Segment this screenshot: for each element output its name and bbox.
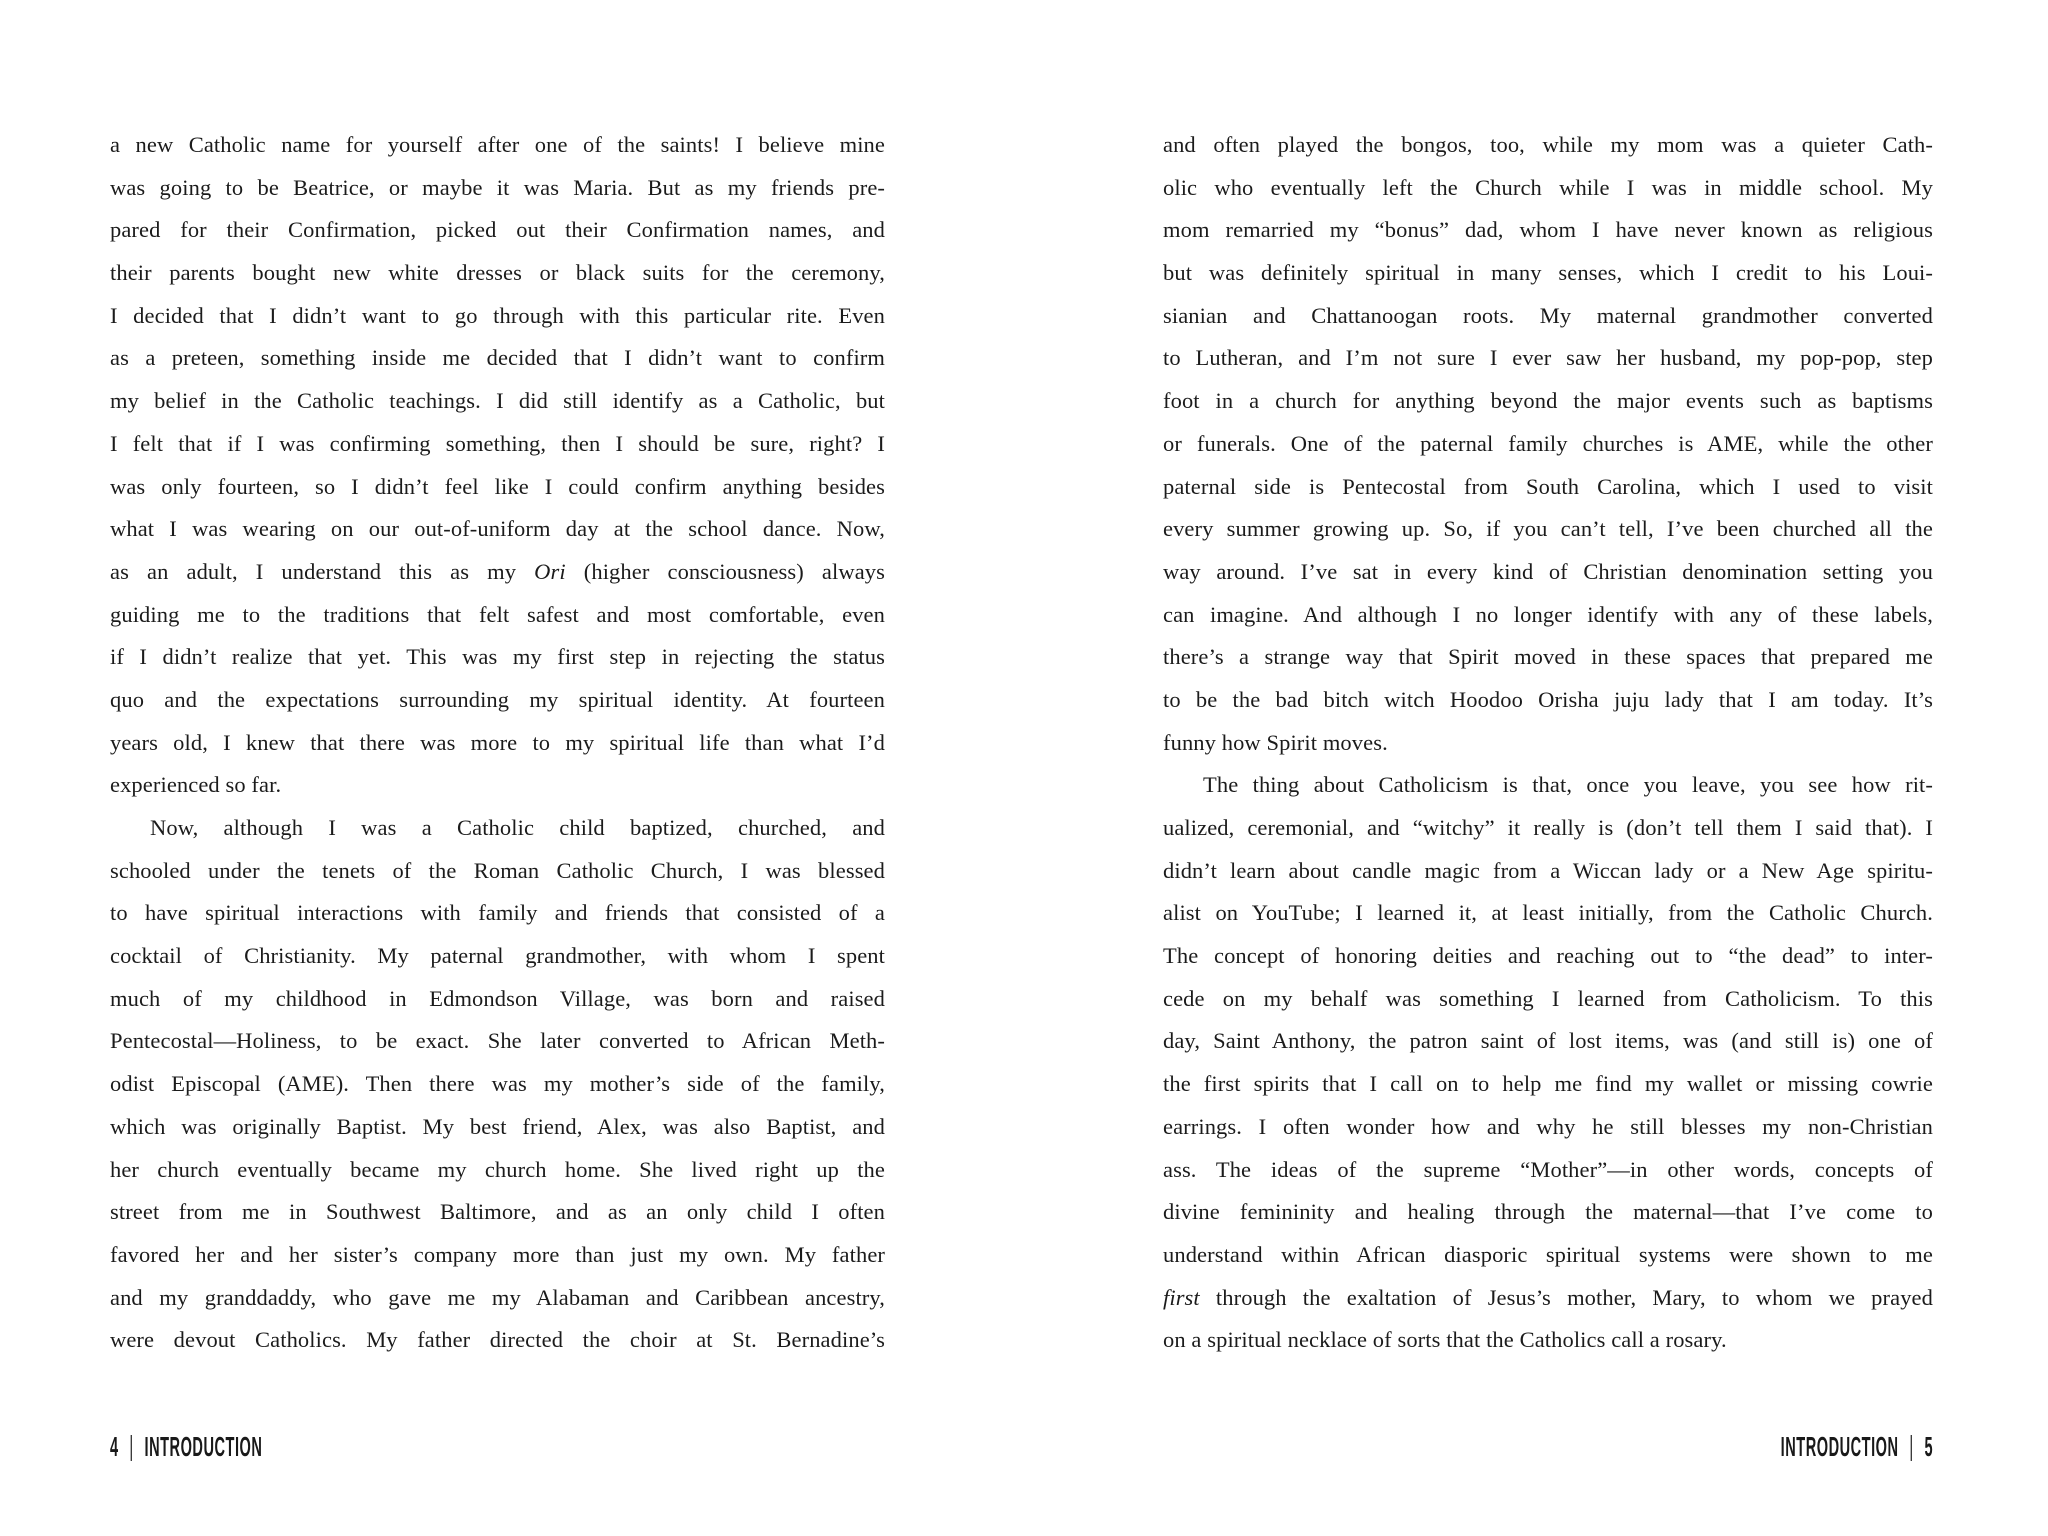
page-right-text: [1163, 124, 1933, 1362]
text-line: to Lutheran, and I’m not sure I ever saw her husband, my pop-pop, step: [1163, 345, 1933, 371]
text-line: mom remarried my “bonus” dad, whom I have never known as religious: [1163, 217, 1933, 243]
section-label: INTRODUCTION: [1780, 1431, 1899, 1462]
text-line: odist Episcopal (AME). Then there was my mother’s side of the family,: [110, 1071, 885, 1097]
footer-separator: |: [1909, 1430, 1914, 1461]
text-line: divine femininity and healing through the maternal—that I’ve come to: [1163, 1199, 1933, 1225]
text-line: I felt that if I was confirming something, then I should be sure, right? I: [110, 430, 885, 456]
text-line: to be the bad bitch witch Hoodoo Orisha juju lady that I am today. It’s: [1163, 686, 1933, 712]
text-line: a new Catholic name for yourself after one of the saints! I believe mine: [110, 132, 885, 157]
text-line: if I didn’t realize that yet. This was my first step in rejecting the status: [110, 644, 885, 670]
text-line: the first spirits that I call on to help me find my wallet or missing cowrie: [1163, 1071, 1933, 1097]
text-line: first through the exaltation of Jesus’s mother, Mary, to whom we prayed: [1163, 1284, 1933, 1310]
text-line: on a spiritual necklace of sorts that the Catholics call a rosary.: [1163, 1327, 1727, 1353]
text-line: was only fourteen, so I didn’t feel like I could confirm anything besides: [110, 473, 885, 499]
text-line: pared for their Confirmation, picked out their Confirmation names, and: [110, 217, 885, 243]
text-line: and my granddaddy, who gave me my Alabaman and Caribbean ancestry,: [110, 1284, 885, 1310]
text-line: The thing about Catholicism is that, once you leave, you see how rit-: [1203, 772, 1933, 798]
text-line: as a preteen, something inside me decided that I didn’t want to confirm: [110, 345, 885, 371]
page-left-text: [110, 124, 885, 1362]
text-line: and often played the bongos, too, while my mom was a quieter Cath-: [1163, 132, 1933, 157]
text-line: were devout Catholics. My father directed the choir at St. Bernadine’s: [110, 1327, 885, 1353]
text-line: there’s a strange way that Spirit moved in these spaces that prepared me: [1163, 644, 1933, 670]
text-line: The concept of honoring deities and reaching out to “the dead” to inter-: [1163, 943, 1933, 969]
text-line: ualized, ceremonial, and “witchy” it really is (don’t tell them I said that). I: [1163, 815, 1933, 840]
text-line: experienced so far.: [110, 772, 282, 798]
text-line: cede on my behalf was something I learned from Catholicism. To this: [1163, 985, 1933, 1011]
text-line: street from me in Southwest Baltimore, and as an only child I often: [110, 1199, 885, 1225]
text-line: funny how Spirit moves.: [1163, 729, 1388, 755]
text-line: to have spiritual interactions with family and friends that consisted of a: [110, 900, 885, 926]
text-line: guiding me to the traditions that felt safest and most comfortable, even: [110, 601, 885, 627]
page-left-footer: [110, 1432, 403, 1462]
text-line: can imagine. And although I no longer identify with any of these labels,: [1163, 601, 1933, 627]
text-line: my belief in the Catholic teachings. I did still identify as a Catholic, but: [110, 388, 885, 414]
page-number: 5: [1924, 1431, 1933, 1462]
text-line: Now, although I was a Catholic child baptized, churched, and: [150, 815, 885, 840]
text-line: day, Saint Anthony, the patron saint of lost items, was (and still is) one of: [1163, 1028, 1933, 1054]
text-line: her church eventually became my church home. She lived right up the: [110, 1156, 885, 1182]
text-line: their parents bought new white dresses or black suits for the ceremony,: [110, 260, 885, 286]
text-line: as an adult, I understand this as my Ori (higher consciousness) always: [110, 558, 885, 584]
text-line: way around. I’ve sat in every kind of Christian denomination setting you: [1163, 558, 1933, 584]
text-line: foot in a church for anything beyond the major events such as baptisms: [1163, 388, 1933, 414]
footer-inner: [1781, 1432, 1933, 1462]
text-line: earrings. I often wonder how and why he still blesses my non-Christian: [1163, 1113, 1933, 1139]
text-line: I decided that I didn’t want to go through with this particular rite. Even: [110, 302, 885, 328]
footer-inner: [110, 1432, 262, 1462]
page-number: 4: [110, 1431, 119, 1462]
text-line: alist on YouTube; I learned it, at least initially, from the Catholic Church.: [1163, 900, 1933, 926]
text-line: didn’t learn about candle magic from a Wiccan lady or a New Age spiritu-: [1163, 857, 1933, 883]
text-line: which was originally Baptist. My best friend, Alex, was also Baptist, and: [110, 1113, 885, 1139]
text-line: what I was wearing on our out-of-uniform day at the school dance. Now,: [110, 516, 885, 542]
text-line: or funerals. One of the paternal family churches is AME, while the other: [1163, 430, 1933, 456]
section-label: INTRODUCTION: [144, 1431, 263, 1462]
text-line: Pentecostal—Holiness, to be exact. She later converted to African Meth-: [110, 1028, 885, 1054]
text-line: ass. The ideas of the supreme “Mother”—in other words, concepts of: [1163, 1156, 1933, 1182]
text-line: quo and the expectations surrounding my spiritual identity. At fourteen: [110, 686, 885, 712]
text-line: cocktail of Christianity. My paternal grandmother, with whom I spent: [110, 943, 885, 969]
text-line: years old, I knew that there was more to my spiritual life than what I’d: [110, 729, 885, 755]
text-line: sianian and Chattanoogan roots. My maternal grandmother converted: [1163, 302, 1933, 328]
text-line: olic who eventually left the Church while I was in middle school. My: [1163, 174, 1933, 200]
text-line: paternal side is Pentecostal from South Carolina, which I used to visit: [1163, 473, 1933, 499]
text-line: favored her and her sister’s company more than just my own. My father: [110, 1241, 885, 1267]
text-line: much of my childhood in Edmondson Village, was born and raised: [110, 985, 885, 1011]
text-line: was going to be Beatrice, or maybe it was Maria. But as my friends pre-: [110, 174, 885, 200]
text-line: every summer growing up. So, if you can’t tell, I’ve been churched all the: [1163, 516, 1933, 542]
text-line: but was definitely spiritual in many senses, which I credit to his Loui-: [1163, 260, 1933, 286]
text-line: schooled under the tenets of the Roman Catholic Church, I was blessed: [110, 857, 885, 883]
text-line: understand within African diasporic spiritual systems were shown to me: [1163, 1241, 1933, 1267]
page-right-footer: [1163, 1432, 1933, 1462]
footer-separator: |: [129, 1430, 134, 1461]
page-right: [1024, 0, 2048, 1536]
